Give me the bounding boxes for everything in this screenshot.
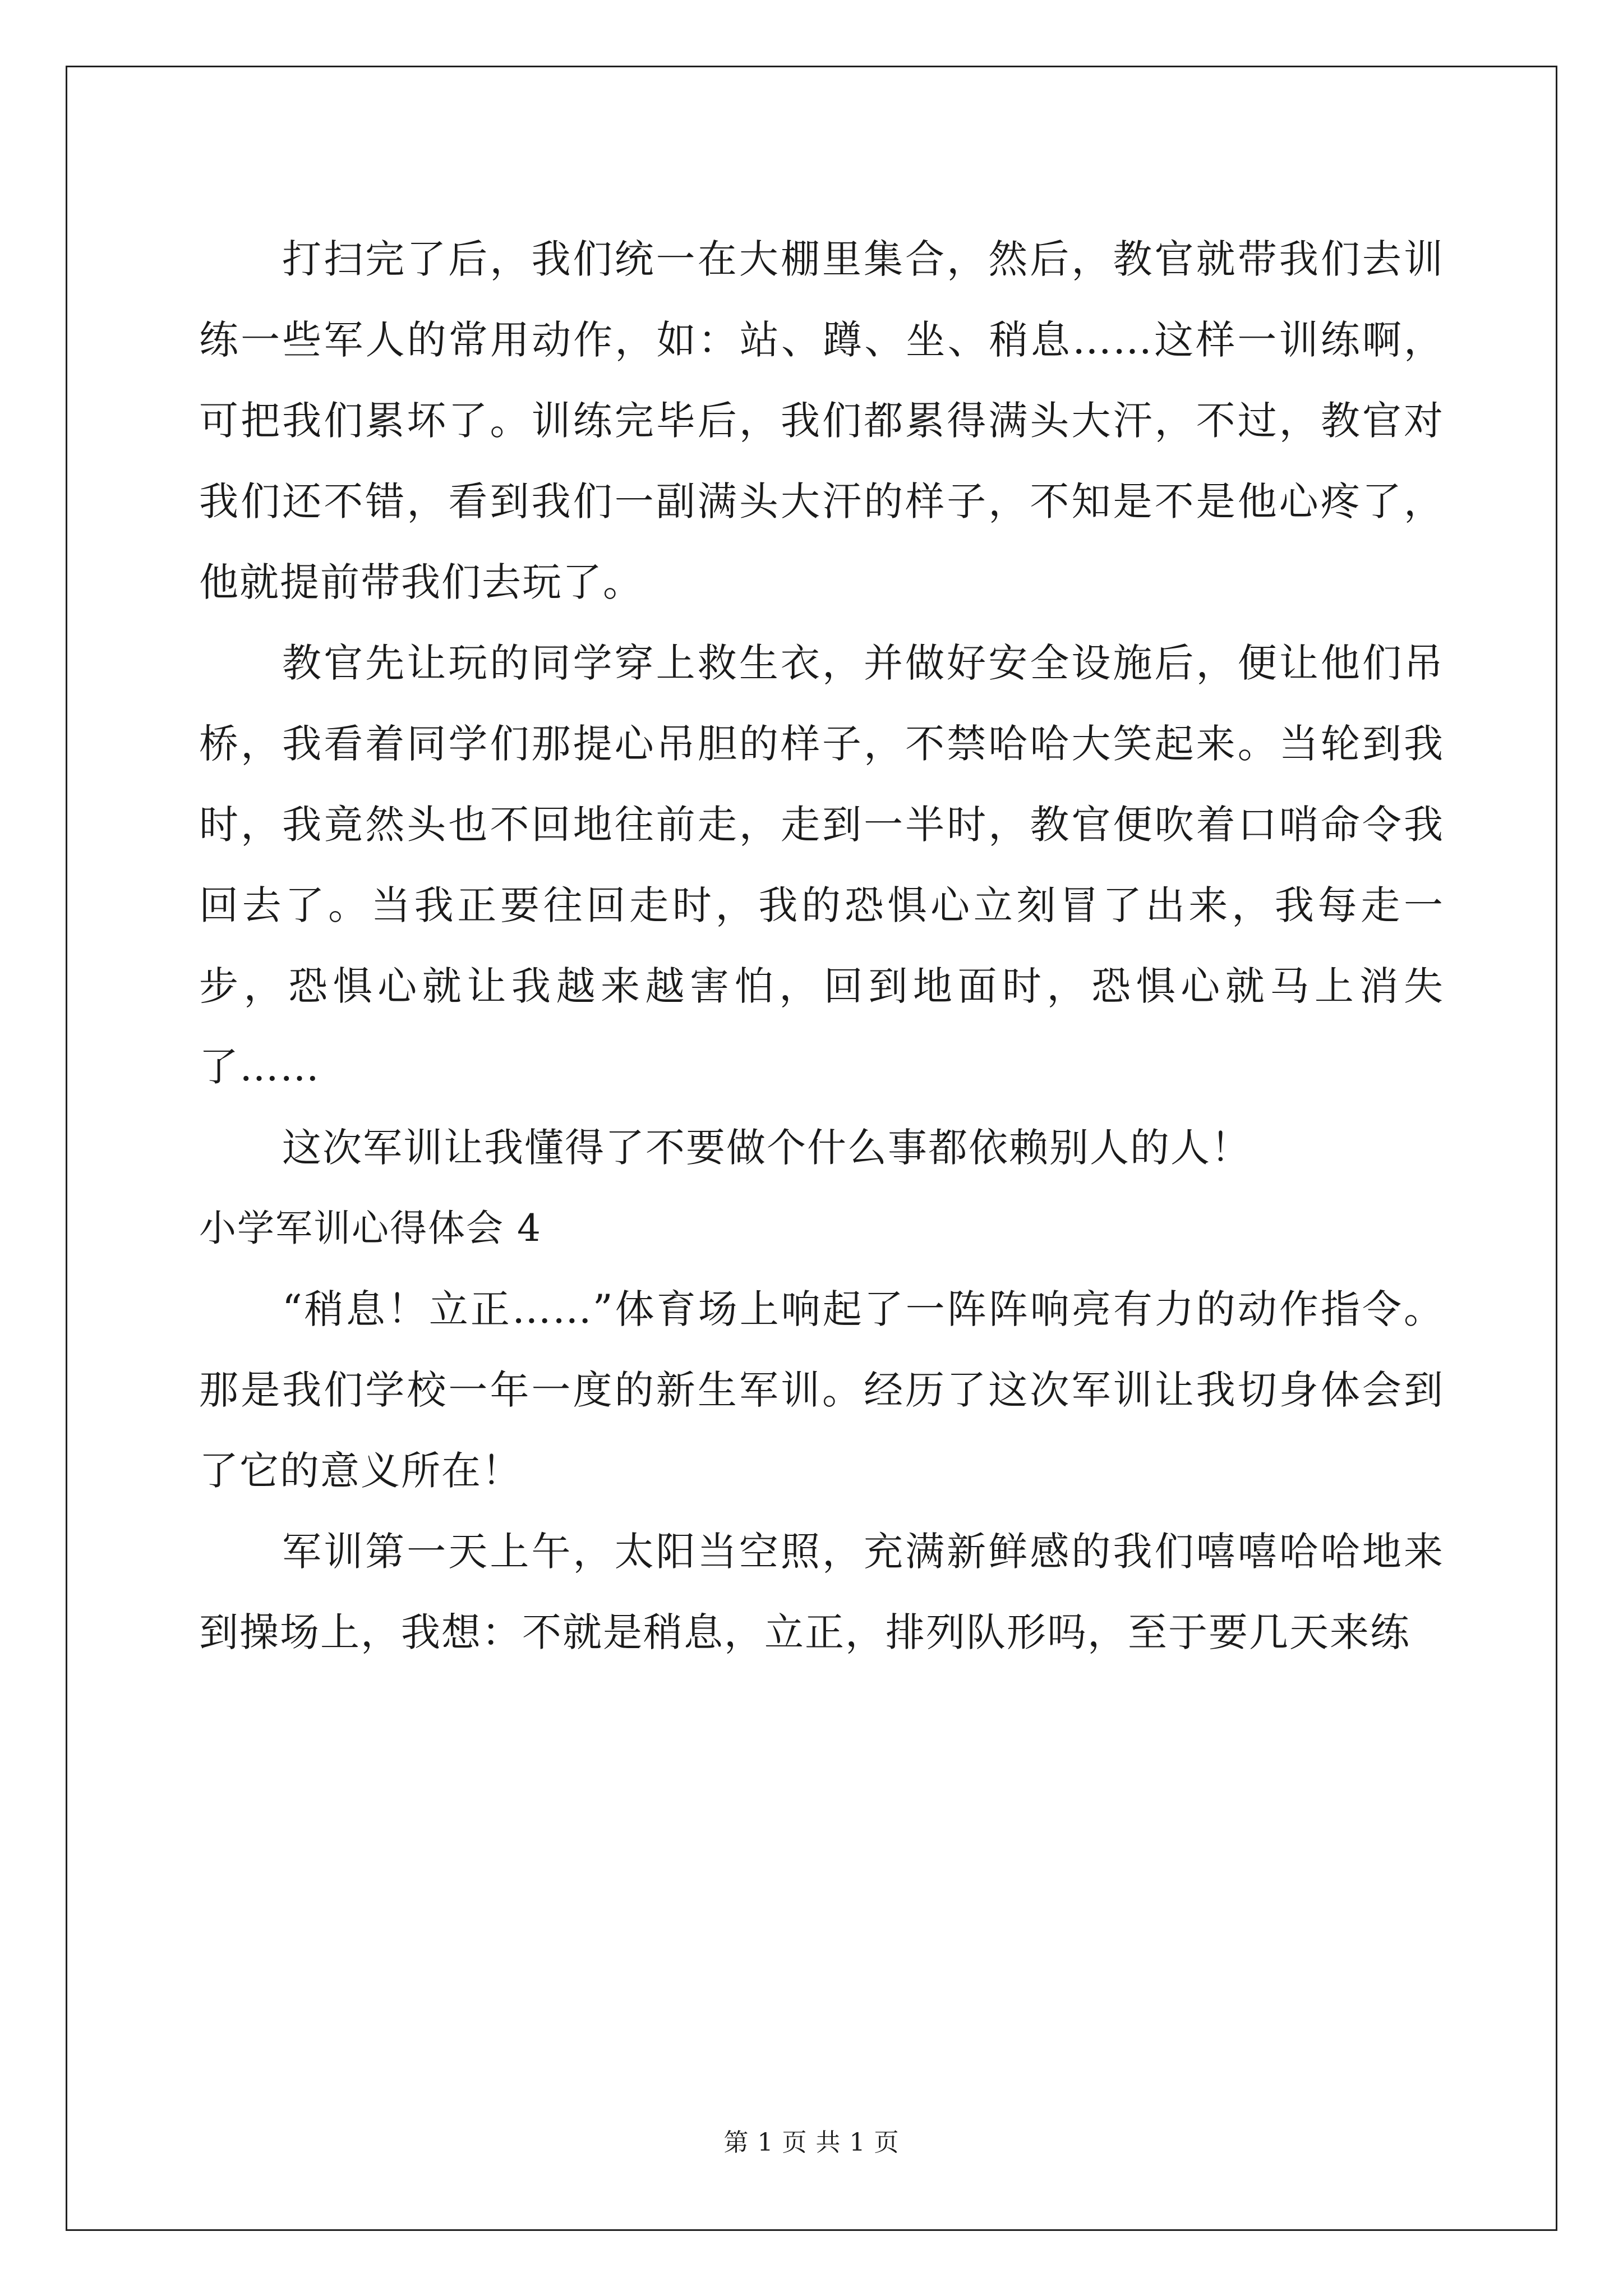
paragraph-new-student-training: “稍息！立正……”体育场上响起了一阵阵响亮有力的动作指令。那是我们学校一年一度的新生军训。经历了这次军训让我切身体会到了它的意义所在！ (199, 1286, 1444, 1494)
document-body (199, 219, 1444, 1673)
paragraph-suspension-bridge: 教官先让玩的同学穿上救生衣，并做好安全设施后，便让他们吊桥，我看着同学们那提心吊胆的样子，不禁哈哈大笑起来。当轮到我时，我竟然头也不回地往前走，走到一半时，教官便吹着口哨命令我回去了。当我正要往回走时，我的恐惧心立刻冒了出来，我每走一步，恐惧心就让我越来越害怕，回到地面时，恐惧心就马上消失了…… (199, 640, 1444, 1090)
paragraph-training-actions: 打扫完了后，我们统一在大棚里集合，然后，教官就带我们去训练一些军人的常用动作，如：站、蹲、坐、稍息……这样一训练啊，可把我们累坏了。训练完毕后，我们都累得满头大汗，不过，教官对我们还不错，看到我们一副满头大汗的样子，不知是不是他心疼了，他就提前带我们去玩了。 (199, 236, 1444, 605)
paragraph-lesson-learned: 这次军训让我懂得了不要做个什么事都依赖别人的人！ (282, 1125, 1251, 1171)
paragraph-first-day: 军训第一天上午，太阳当空照，充满新鲜感的我们嘻嘻哈哈地来到操场上，我想：不就是稍息，立正，排列队形吗，至于要几天来练 (199, 1529, 1444, 1655)
page-footer: 第 1 页 共 1 页 (723, 2128, 900, 2157)
section-heading: 小学军训心得体会 4 (199, 1207, 542, 1250)
